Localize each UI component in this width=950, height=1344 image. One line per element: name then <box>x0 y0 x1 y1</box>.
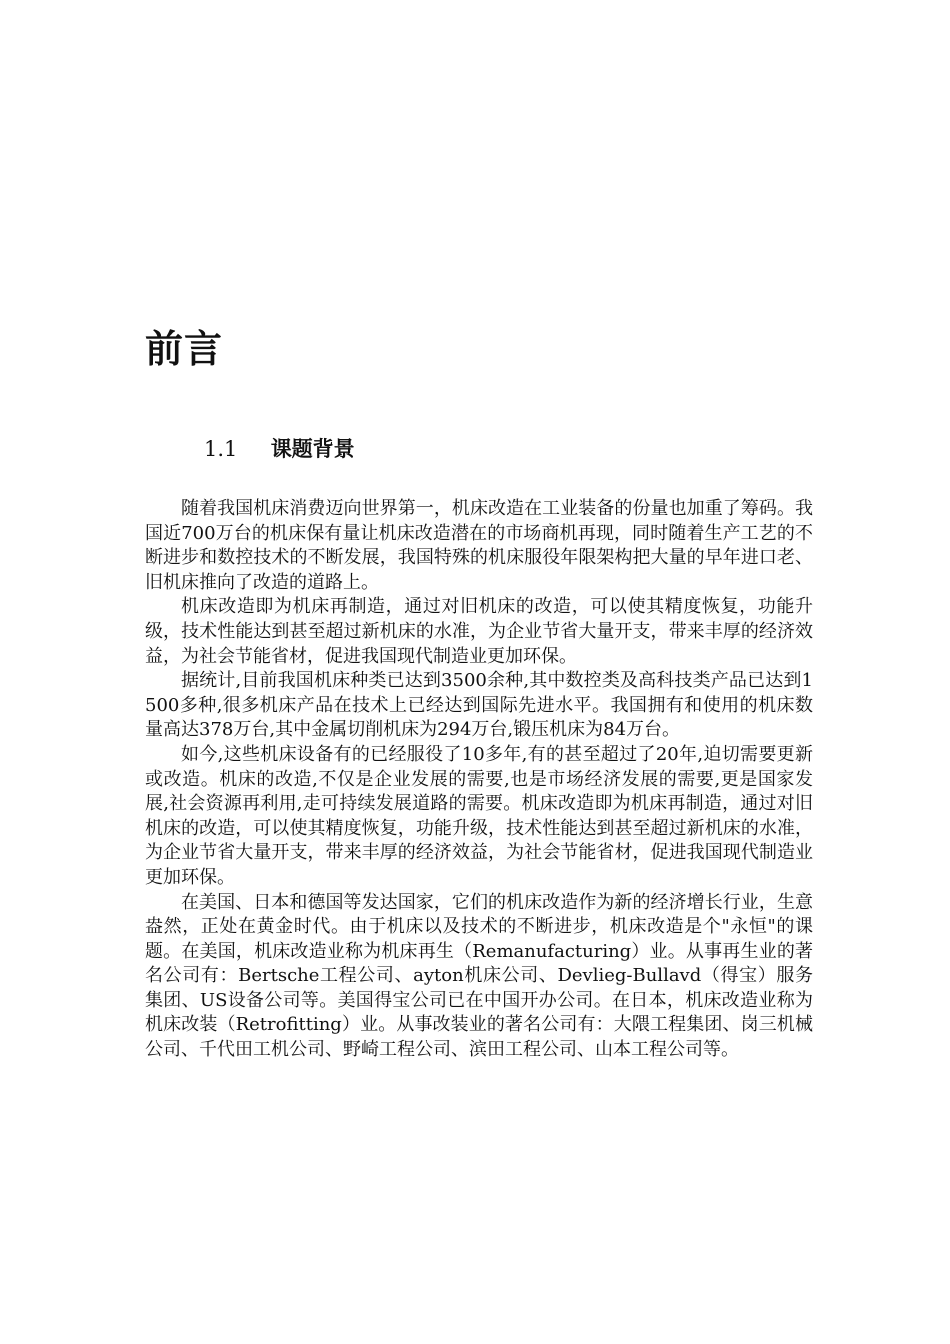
paragraph: 在美国、日本和德国等发达国家，它们的机床改造作为新的经济增长行业，生意盎然，正处在黄金时代。由于机床以及技术的不断进步，机床改造是个"永恒"的课题。在美国，机床改造业称为机床再生（Remanufacturing）业。从事再生业的著名公司有：Bertsche工程公司、ayton机床公司、Devlieg-Bullavd（得宝）服务集团、US设备公司等。美国得宝公司已在中国开办公司。在日本，机床改造业称为机床改装（Retrofitting）业。从事改装业的著名公司有：大隈工程集团、岗三机械公司、千代田工机公司、野崎工程公司、滨田工程公司、山本工程公司等。 <box>145 891 813 1061</box>
paragraph: 如今,这些机床设备有的已经服役了10多年,有的甚至超过了20年,迫切需要更新或改造。机床的改造,不仅是企业发展的需要,也是市场经济发展的需要,更是国家发展,社会资源再利用,走可持续发展道路的需要。机床改造即为机床再制造，通过对旧机床的改造，可以使其精度恢复，功能升级，技术性能达到甚至超过新机床的水准，为企业节省大量开支，带来丰厚的经济效益，为社会节能省材，促进我国现代制造业更加环保。 <box>145 743 813 888</box>
paragraph: 随着我国机床消费迈向世界第一，机床改造在工业装备的份量也加重了筹码。我国近700万台的机床保有量让机床改造潜在的市场商机再现，同时随着生产工艺的不断进步和数控技术的不断发展，我国特殊的机床服役年限架构把大量的早年进口老、旧机床推向了改造的道路上。 <box>145 498 813 593</box>
paragraph: 据统计,目前我国机床种类已达到3500余种,其中数控类及高科技类产品已达到1500多种,很多机床产品在技术上已经达到国际先进水平。我国拥有和使用的机床数量高达378万台,其中金属切削机床为294万台,锻压机床为84万台。 <box>145 670 813 741</box>
chapter-title: 前言 <box>145 327 224 371</box>
section-heading <box>204 434 355 464</box>
section-title: 课题背景 <box>270 437 355 461</box>
paragraph: 机床改造即为机床再制造，通过对旧机床的改造，可以使其精度恢复，功能升级，技术性能达到甚至超过新机床的水准，为企业节省大量开支，带来丰厚的经济效益，为社会节能省材，促进我国现代制造业更加环保。 <box>145 596 813 667</box>
body-text <box>145 497 813 1063</box>
section-number: 1.1 <box>204 437 238 461</box>
